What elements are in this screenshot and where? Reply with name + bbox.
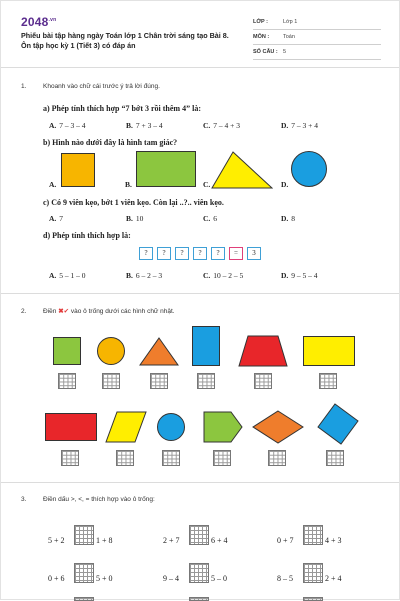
worksheet-title: Phiếu bài tập hàng ngày Toán lớp 1 Chân trời sáng tạo Bài 8. Ôn tập học kỳ 1 (Tiết 3) có đáp án (21, 31, 229, 50)
q1b-label-c[interactable]: C. (203, 180, 211, 189)
q2-blue-circle (157, 413, 185, 441)
compare-answer-box[interactable] (74, 525, 94, 545)
answer-grid[interactable] (150, 373, 168, 389)
q2-red-rectangle (45, 413, 97, 441)
q1d-option-a[interactable]: A. 5 – 1 – 0 (49, 271, 86, 280)
q1b-label-b[interactable]: B. (125, 180, 132, 189)
q1a-prompt (43, 104, 201, 113)
answer-grid[interactable] (197, 373, 215, 389)
compare-right: 4 + 3 (325, 536, 342, 545)
answer-grid[interactable] (254, 373, 272, 389)
q3-text: Điền dấu >, <, = thích hợp vào ô trống: (43, 496, 155, 503)
compare-answer-box[interactable] (303, 525, 323, 545)
q1a-quote: “7 bớt 3 rồi thêm 4” (121, 104, 191, 113)
meta-value: Lớp 1 (283, 19, 298, 25)
meta-row-count (253, 45, 381, 60)
q2-red-trapezoid (238, 335, 288, 367)
compare-left: 9 – 4 (163, 574, 179, 583)
q2-blue-tilted-square (317, 403, 359, 445)
q1b-triangle-shape (211, 151, 273, 189)
answer-grid[interactable] (162, 450, 180, 466)
meta-row-class (253, 15, 381, 30)
compare-left: 5 + 2 (48, 536, 65, 545)
compare-left: 8 – 5 (277, 574, 293, 583)
compare-right: 5 + 0 (96, 574, 113, 583)
meta-row-subject (253, 30, 381, 45)
q1b-square-shape (61, 153, 95, 187)
compare-left: 2 + 7 (163, 536, 180, 545)
q1c-option-a[interactable]: A. 7 (49, 214, 64, 223)
q1b-label-a[interactable]: A. (49, 180, 57, 189)
section-divider (1, 293, 399, 294)
meta-key: MÔN : (253, 34, 270, 40)
answer-grid[interactable] (61, 450, 79, 466)
q1a-option-b[interactable]: B. 7 + 3 – 4 (126, 121, 163, 130)
compare-answer-box[interactable] (303, 563, 323, 583)
equation-box: ? (157, 247, 171, 260)
q1d-equation-boxes (139, 247, 261, 260)
meta-value: 5 (283, 49, 287, 55)
answer-grid[interactable] (102, 373, 120, 389)
equation-box: ? (175, 247, 189, 260)
compare-answer-box[interactable] (189, 563, 209, 583)
q1d-option-c[interactable]: C. 10 – 2 – 5 (203, 271, 244, 280)
q1c-prompt: c) Có 9 viên kẹo, bớt 1 viên kẹo. Còn lại ..?.. viên kẹo. (43, 198, 224, 207)
q1d-option-d[interactable]: D. 9 – 5 – 4 (281, 271, 318, 280)
q1a-prefix: a) Phép tính thích hợp (43, 104, 122, 113)
answer-grid[interactable] (268, 450, 286, 466)
logo-main: 2048 (21, 15, 49, 29)
meta-value: Toán (283, 34, 295, 40)
compare-answer-box-partial (303, 597, 323, 601)
meta-panel (253, 15, 381, 60)
q3-title (21, 496, 155, 503)
equation-box: ? (211, 247, 225, 260)
q1a-suffix: là: (190, 104, 201, 113)
q2-green-pentagon (203, 411, 243, 443)
compare-answer-box[interactable] (74, 563, 94, 583)
q1-title (21, 83, 160, 90)
compare-right: 5 – 0 (211, 574, 227, 583)
answer-grid[interactable] (213, 450, 231, 466)
equation-box: 3 (247, 247, 261, 260)
q2-text-prefix: Điền (43, 308, 59, 315)
answer-grid[interactable] (319, 373, 337, 389)
q1b-rectangle-shape (136, 151, 196, 187)
q1-text: Khoanh vào chữ cái trước ý trả lời đúng. (43, 83, 160, 90)
q3-number: 3. (21, 496, 27, 503)
q1b-prompt: b) Hình nào dưới đây là hình tam giác? (43, 138, 178, 147)
q1a-option-d[interactable]: D. 7 – 3 + 4 (281, 121, 319, 130)
compare-left: 0 + 6 (48, 574, 65, 583)
q1c-option-c[interactable]: C. 6 (203, 214, 218, 223)
answer-grid[interactable] (326, 450, 344, 466)
equation-box: ? (193, 247, 207, 260)
q1a-option-a[interactable]: A. 7 – 3 – 4 (49, 121, 86, 130)
q2-text-suffix: vào ô trống dưới các hình chữ nhật. (69, 308, 175, 315)
q2-yellow-parallelogram (105, 411, 147, 443)
compare-answer-box[interactable] (189, 525, 209, 545)
site-logo[interactable] (21, 15, 56, 29)
meta-key: SỐ CÂU : (253, 49, 278, 55)
q2-orange-triangle (139, 337, 179, 367)
compare-answer-box-partial (74, 597, 94, 601)
q1c-option-b[interactable]: B. 10 (126, 214, 144, 223)
answer-grid[interactable] (58, 373, 76, 389)
q1b-label-d[interactable]: D. (281, 180, 289, 189)
check-icon: ✔ (63, 308, 70, 315)
compare-answer-box-partial (189, 597, 209, 601)
q1a-option-c[interactable]: C. 7 – 4 + 3 (203, 121, 241, 130)
q2-title (21, 307, 175, 315)
q1-number: 1. (21, 83, 27, 90)
meta-key: LỚP : (253, 19, 268, 25)
q1b-circle-shape (291, 151, 327, 187)
q2-yellow-rectangle (303, 336, 355, 366)
q2-orange-rhombus (252, 410, 304, 444)
equation-box: ? (139, 247, 153, 260)
q2-green-square (53, 337, 81, 365)
compare-right: 6 + 4 (211, 536, 228, 545)
q2-orange-circle (97, 337, 125, 365)
q1d-prompt: d) Phép tính thích hợp là: (43, 231, 131, 240)
compare-right: 1 + 8 (96, 536, 113, 545)
q1c-option-d[interactable]: D. 8 (281, 214, 296, 223)
compare-right: 2 + 4 (325, 574, 342, 583)
compare-left: 0 + 7 (277, 536, 294, 545)
answer-grid[interactable] (116, 450, 134, 466)
q2-blue-rectangle (192, 326, 220, 366)
section-divider (1, 482, 399, 483)
q2-number: 2. (21, 308, 27, 315)
cross-icon: ✖ (58, 308, 64, 315)
q1d-option-b[interactable]: B. 6 – 2 – 3 (126, 271, 163, 280)
header-divider (1, 67, 399, 68)
equation-box: = (229, 247, 243, 260)
logo-suffix: .vn (48, 17, 57, 23)
